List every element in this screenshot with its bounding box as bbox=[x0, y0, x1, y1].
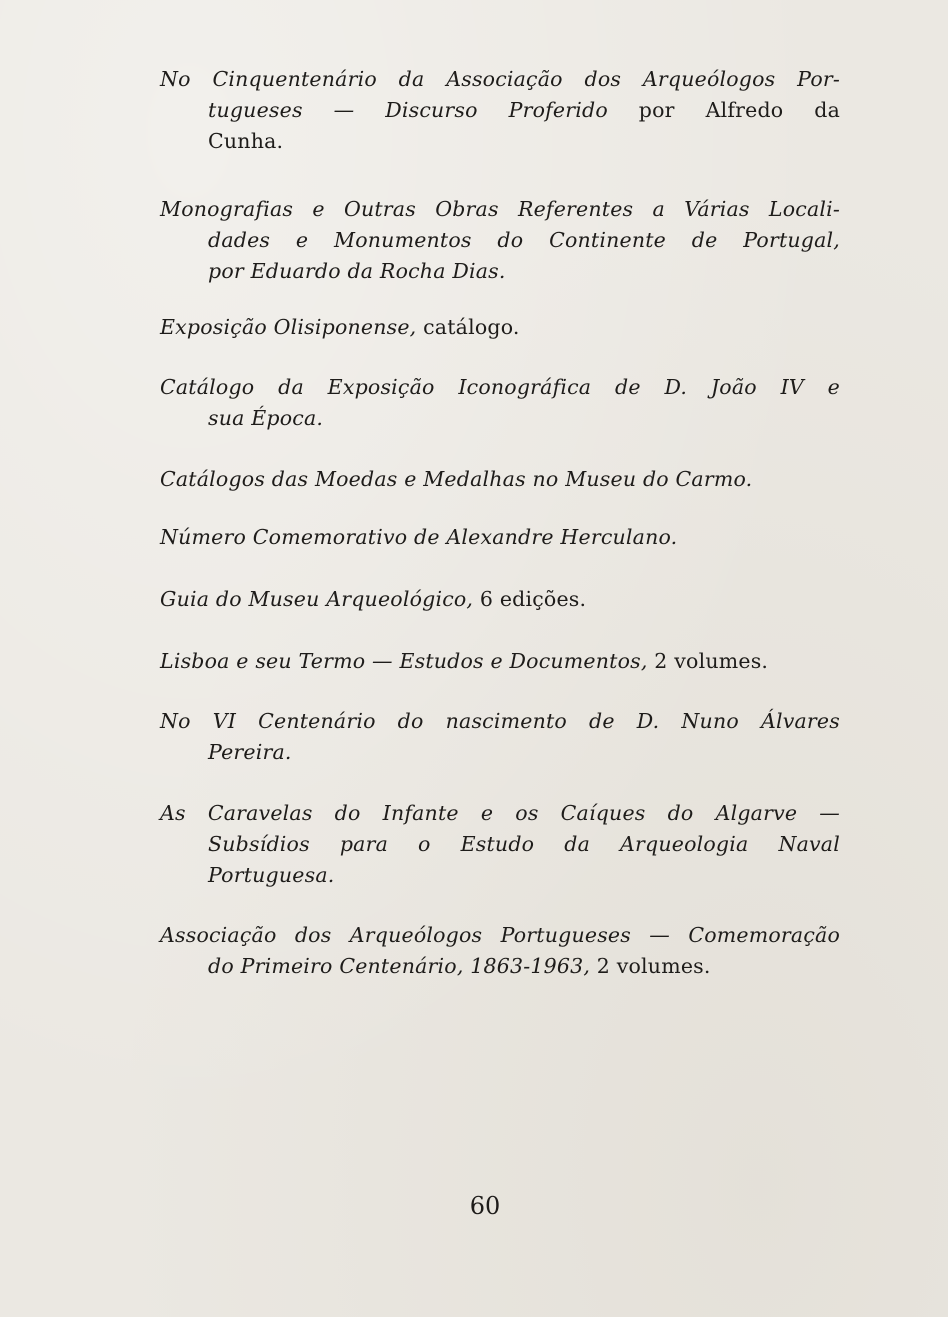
title-text: sua Época. bbox=[208, 406, 324, 430]
entry-line bbox=[160, 829, 840, 860]
entry-line bbox=[160, 860, 840, 891]
title-text: Portuguesa. bbox=[208, 863, 335, 887]
title-text: Associação dos Arqueólogos Portugueses — Comemoração bbox=[160, 923, 840, 947]
plain-text: 6 edições. bbox=[473, 587, 587, 611]
entry-line bbox=[160, 951, 840, 982]
entry-line bbox=[160, 372, 840, 403]
title-text: Pereira. bbox=[208, 740, 292, 764]
title-text: No Cinquentenário da Associação dos Arqueólogos Por- bbox=[160, 67, 840, 91]
entry-line bbox=[160, 920, 840, 951]
bibliography-entry bbox=[160, 64, 840, 157]
entry-line bbox=[160, 312, 840, 343]
entry-line bbox=[160, 126, 840, 157]
entry-line bbox=[160, 584, 840, 615]
page-number: 60 bbox=[469, 1192, 501, 1220]
plain-text: catálogo. bbox=[416, 315, 520, 339]
bibliography-entry bbox=[160, 522, 840, 553]
bibliography-entry bbox=[160, 372, 840, 434]
entry-line bbox=[160, 64, 840, 95]
plain-text: 2 volumes. bbox=[647, 649, 769, 673]
entry-line bbox=[160, 464, 840, 495]
entry-line bbox=[160, 646, 840, 677]
entry-line bbox=[160, 737, 840, 768]
bibliography-entry bbox=[160, 920, 840, 982]
title-text: Número Comemorativo de Alexandre Herculano. bbox=[160, 525, 678, 549]
entry-line bbox=[160, 798, 840, 829]
title-text: Catálogo da Exposição Iconográfica de D. João IV e bbox=[160, 375, 840, 399]
entry-line bbox=[160, 95, 840, 126]
title-text: do Primeiro Centenário, 1863-1963, bbox=[208, 954, 591, 978]
plain-text: por Alfredo da bbox=[607, 98, 840, 122]
entry-line bbox=[160, 706, 840, 737]
title-text: As Caravelas do Infante e os Caíques do Algarve — bbox=[160, 801, 840, 825]
title-text: No VI Centenário do nascimento de D. Nuno Álvares bbox=[160, 709, 840, 733]
title-text: Lisboa e seu Termo — Estudos e Documentos, bbox=[160, 649, 648, 673]
bibliography-entry bbox=[160, 194, 840, 287]
entry-line bbox=[160, 256, 840, 287]
title-text: tugueses — Discurso Proferido bbox=[208, 98, 608, 122]
title-text: Subsídios para o Estudo da Arqueologia Naval bbox=[208, 832, 840, 856]
entry-line bbox=[160, 522, 840, 553]
bibliography-entry bbox=[160, 706, 840, 768]
bibliography-entry bbox=[160, 464, 840, 495]
title-text: Catálogos das Moedas e Medalhas no Museu do Carmo. bbox=[160, 467, 753, 491]
title-text: Guia do Museu Arqueológico, bbox=[160, 587, 474, 611]
title-text: Exposição Olisiponense, bbox=[160, 315, 417, 339]
bibliography-entry bbox=[160, 646, 840, 677]
title-text: dades e Monumentos do Continente de Portugal, bbox=[208, 228, 840, 252]
title-text: por Eduardo da Rocha Dias. bbox=[208, 259, 506, 283]
plain-text: 2 volumes. bbox=[590, 954, 711, 978]
entry-line bbox=[160, 194, 840, 225]
entry-line bbox=[160, 403, 840, 434]
bibliography-entry bbox=[160, 584, 840, 615]
bibliography-entry bbox=[160, 312, 840, 343]
plain-text: Cunha. bbox=[208, 129, 284, 153]
bibliography-entry bbox=[160, 798, 840, 891]
entry-line bbox=[160, 225, 840, 256]
title-text: Monografias e Outras Obras Referentes a Várias Locali- bbox=[160, 197, 840, 221]
